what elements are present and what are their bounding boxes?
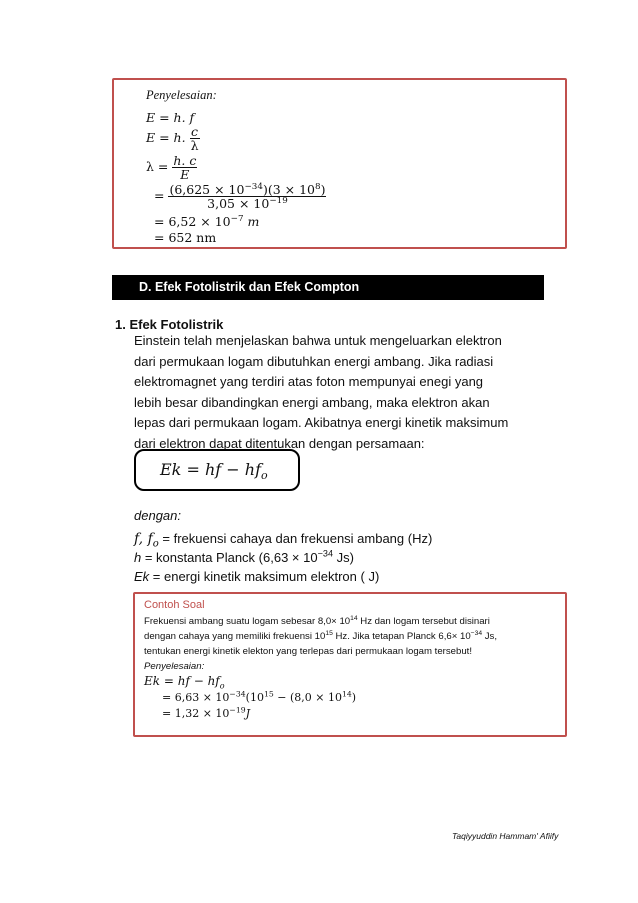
body-paragraph [134,331,554,454]
step-unit: J [245,707,251,720]
num-part: )(3 × 10 [262,182,315,197]
frac-den [168,197,326,210]
text-part: dengan cahaya yang memiliki frekuensi 10 [144,631,326,642]
step-sub: o [219,681,225,691]
equation-result-m [154,214,259,229]
body-line: dari elektron dapat ditentukan dengan persamaan: [134,435,425,451]
symbol-h: h [134,550,142,565]
body-line: lepas dari permukaan logam. Akibatnya energi kinetik maksimum [134,415,509,430]
eq3-lhs: λ = [146,159,169,175]
frac-num: h. c [173,153,197,168]
num-exp: 8 [314,181,321,192]
fraction-hc-over-e [172,154,197,181]
equation-energy-wavelength [146,125,200,152]
frac-num: c [191,124,199,139]
symbol-ek: Ek [134,569,150,584]
text-exp: −34 [470,629,483,637]
definition-exp: −34 [317,548,334,559]
definitions-intro: dengan: [134,508,181,523]
solution-heading: Penyelesaian: [146,88,217,102]
example-step2 [162,691,356,704]
body-line: elektromagnet yang terdiri atas foton mempunyai enegi yang [134,374,484,389]
fraction-substitution [168,183,326,210]
text-part: Hz. Jika tetapan Planck 6,6× 10 [332,631,471,642]
eq4-equals: = [154,188,165,204]
den-exp: −19 [269,195,288,206]
symbol-f: f, f [134,531,153,547]
example-solution-heading: Penyelesaian: [144,661,205,672]
step-exp: −34 [229,689,246,699]
text-exp: 14 [350,614,358,622]
text-part: Js, [482,631,498,642]
fraction-c-over-lambda [190,125,200,152]
step-text: − (8,0 × 10 [273,691,342,704]
step-text: = 6,63 × 10 [162,691,230,704]
subsection-title: 1. Efek Fotolistrik [115,317,224,332]
formula-subscript: o [260,469,268,483]
equation-energy: E = h. f [146,110,195,125]
step-exp: −19 [229,705,246,715]
text-part: Hz dan logam tersebut disinari [357,616,490,627]
formula-box [134,449,300,491]
frac-num [168,183,326,197]
eq2-lhs: E = h. [146,130,186,146]
example-question-line1 [144,616,490,627]
definition-kinetic-energy [134,569,379,584]
den-part: 3,05 × 10 [207,196,270,212]
definition-frequency [134,531,432,550]
body-line: Einstein telah menjelaskan bahwa untuk mengeluarkan elektron [134,333,502,348]
example-step3 [162,707,250,720]
result-value: = 6,52 × 10 [154,214,231,229]
symbol-f-sub: o [152,538,159,550]
example-step1 [144,674,225,690]
solution-box [112,78,567,249]
step-exp: 15 [263,689,274,699]
step-exp: 14 [341,689,352,699]
example-question-line2 [144,631,497,642]
formula-main: Ek = hf − hf [160,460,261,479]
text-exp: 15 [325,629,333,637]
equation-substitution [154,183,326,210]
num-part: ) [320,182,326,197]
example-box [133,592,567,737]
definition-text: Js) [333,550,354,565]
frac-den: λ [190,138,199,154]
definition-text: = energi kinetik maksimum elektron ( J) [149,569,380,584]
step-text: ) [351,691,357,704]
num-part: (6,625 × 10 [169,182,245,197]
result-exp: −7 [230,213,244,224]
equation-lambda [146,154,197,181]
section-header: D. Efek Fotolistrik dan Efek Compton [112,275,544,300]
step-text: (10 [245,691,264,704]
body-line: dari permukaan logam dibutuhkan energi ambang. Jika radiasi [134,353,494,369]
text-part: Frekuensi ambang suatu logam sebesar 8,0× 10 [144,616,351,627]
step-text: = 1,32 × 10 [162,707,230,720]
result-unit: m [243,214,260,229]
num-exp: −34 [244,181,263,192]
example-question-line3: tentukan energi kinetik elekton yang terlepas dari permukaan logam tersebut! [144,646,472,657]
frac-den: E [180,167,190,183]
body-line: lebih besar dibandingkan energi ambang, maka elektron akan [134,394,490,410]
footer-author: Taqiyyuddin Hammam' Afiify [452,831,559,841]
step-text: Ek = hf − hf [144,674,220,688]
example-title: Contoh Soal [144,599,205,611]
definition-text: = konstanta Planck (6,63 × 10 [141,550,318,565]
equation-result-nm: = 652 nm [154,230,217,245]
definition-planck [134,550,354,565]
definition-text: = frekuensi cahaya dan frekuensi ambang (Hz) [158,531,433,546]
